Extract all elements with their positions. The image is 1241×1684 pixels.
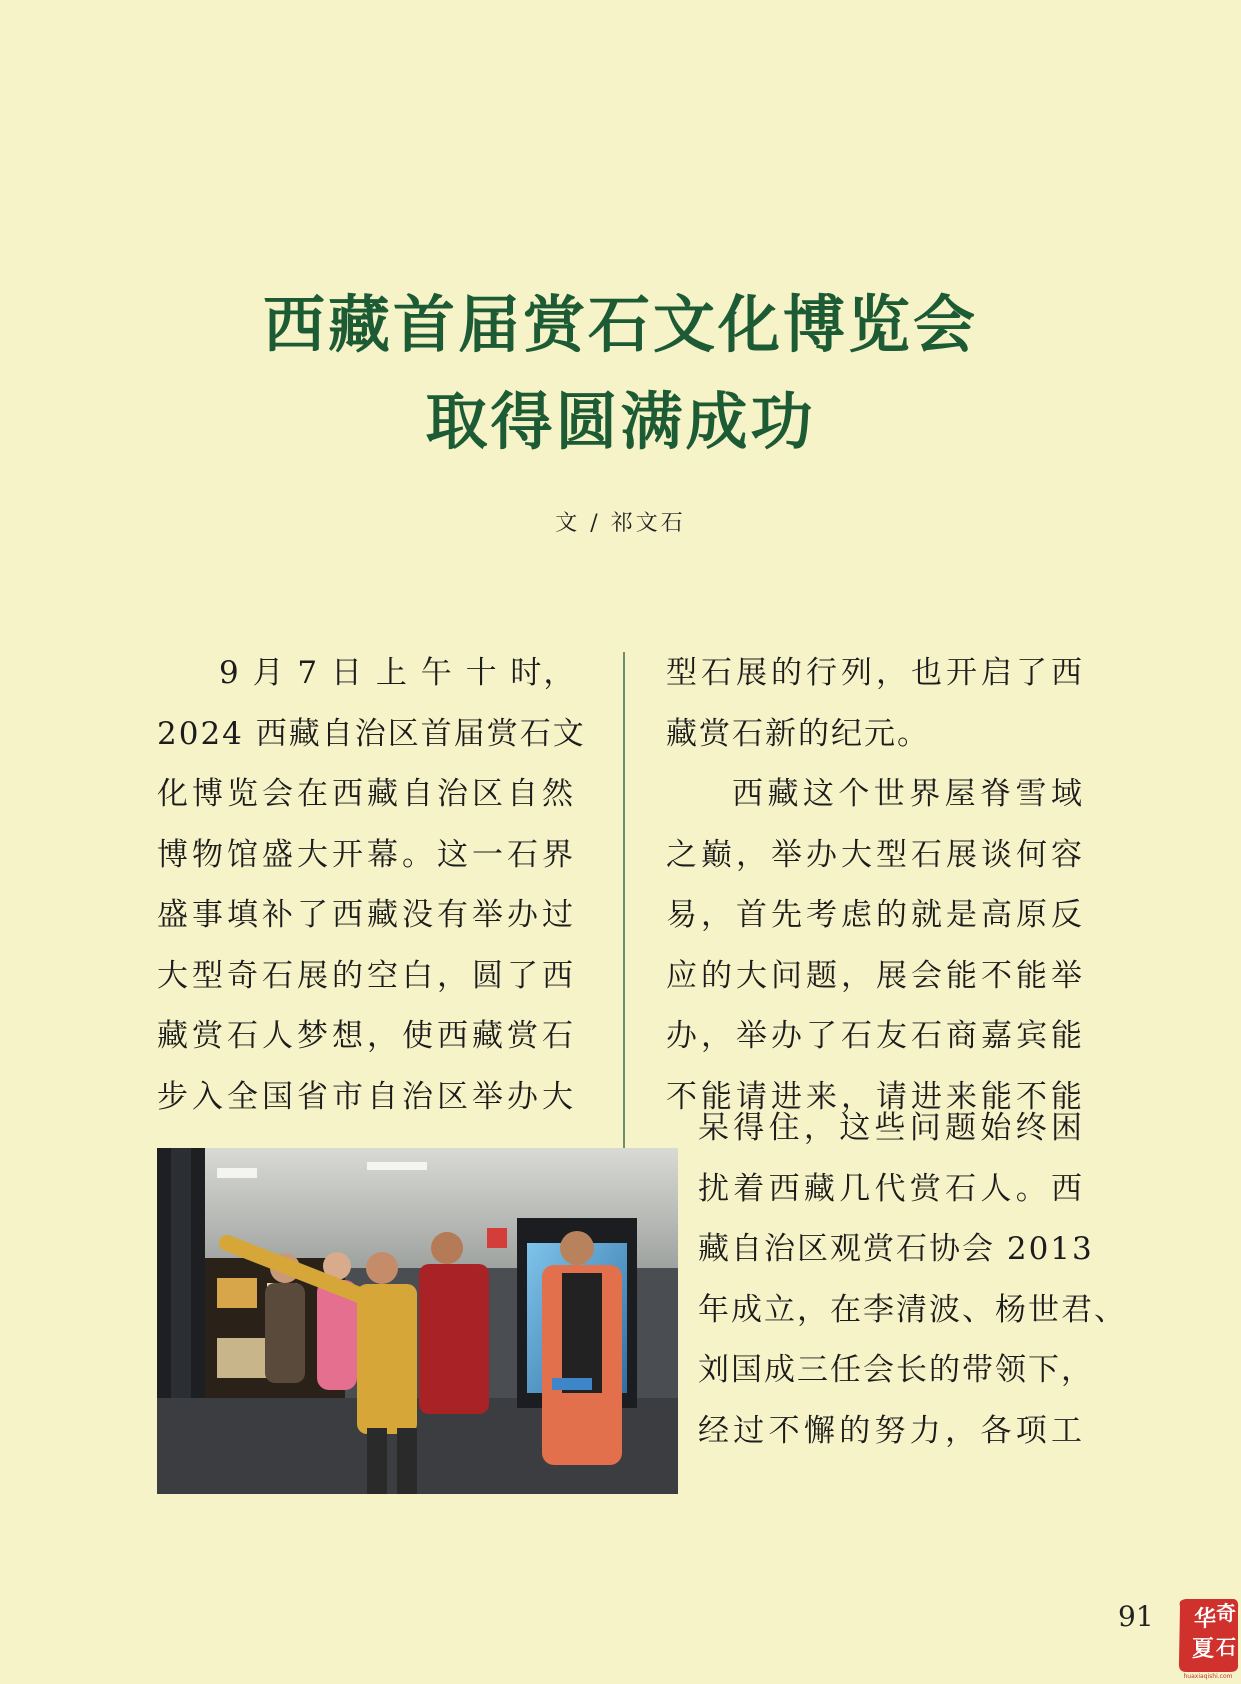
text-line: 化博览会在西藏自治区自然 [157, 776, 575, 812]
text-line: 易，首先考虑的就是高原反 [666, 897, 1084, 933]
page-number: 91 [1118, 1600, 1154, 1633]
text-line: 扰着西藏几代赏石人。西 [698, 1170, 1084, 1207]
svg-text:华: 华 [1194, 1606, 1217, 1632]
text-line: 博物馆盛大开幕。这一石界 [157, 836, 575, 873]
article-byline: 文 / 祁文石 [555, 511, 686, 536]
text-line: 型石展的行列，也开启了西 [666, 655, 1084, 691]
text-line: 刘国成三任会长的带领下， [698, 1352, 1094, 1388]
text-line: 之巅，举办大型石展谈何容 [666, 836, 1084, 873]
exhibition-photo-illustration [157, 1148, 678, 1494]
right-text-column-bottom [698, 1098, 1127, 1461]
exhibition-photo [157, 1148, 678, 1494]
text-line: 西藏这个世界屋脊雪域 [732, 776, 1084, 812]
article-title-line-2: 取得圆满成功 [425, 385, 816, 458]
text-line: 办，举办了石友石商嘉宾能 [666, 1018, 1084, 1054]
text-line: 2024 西藏自治区首届赏石文 [157, 715, 586, 752]
text-line: 经过不懈的努力，各项工 [698, 1412, 1084, 1449]
text-line: 藏自治区观赏石协会 2013 [698, 1231, 1094, 1267]
svg-text:夏: 夏 [1192, 1636, 1215, 1662]
svg-text:奇: 奇 [1216, 1601, 1236, 1625]
article-title-line-1: 西藏首届赏石文化博览会 [262, 288, 978, 361]
left-text-column [157, 643, 586, 1127]
text-line: 不能请进来，请进来能不能 [666, 1078, 1084, 1115]
text-line: 呆得住，这些问题始终困 [698, 1110, 1084, 1146]
text-line: 9 月 7 日 上 午 十 时， [219, 655, 577, 691]
svg-text:huaxiaqishi.com: huaxiaqishi.com [1183, 1673, 1233, 1680]
text-line: 盛事填补了西藏没有举办过 [157, 897, 575, 933]
site-watermark-seal [1176, 1596, 1240, 1680]
right-text-column-top [666, 643, 1084, 1127]
column-divider [623, 652, 625, 1150]
text-line: 大型奇石展的空白，圆了西 [157, 957, 575, 994]
svg-text:石: 石 [1216, 1635, 1236, 1659]
text-line: 步入全国省市自治区举办大 [157, 1078, 575, 1115]
seal-logo-icon [1176, 1596, 1240, 1680]
text-line: 应的大问题，展会能不能举 [666, 957, 1084, 994]
text-line: 年成立，在李清波、杨世君、 [698, 1291, 1127, 1328]
text-line: 藏赏石人梦想，使西藏赏石 [157, 1018, 575, 1054]
text-line: 藏赏石新的纪元。 [666, 715, 930, 752]
